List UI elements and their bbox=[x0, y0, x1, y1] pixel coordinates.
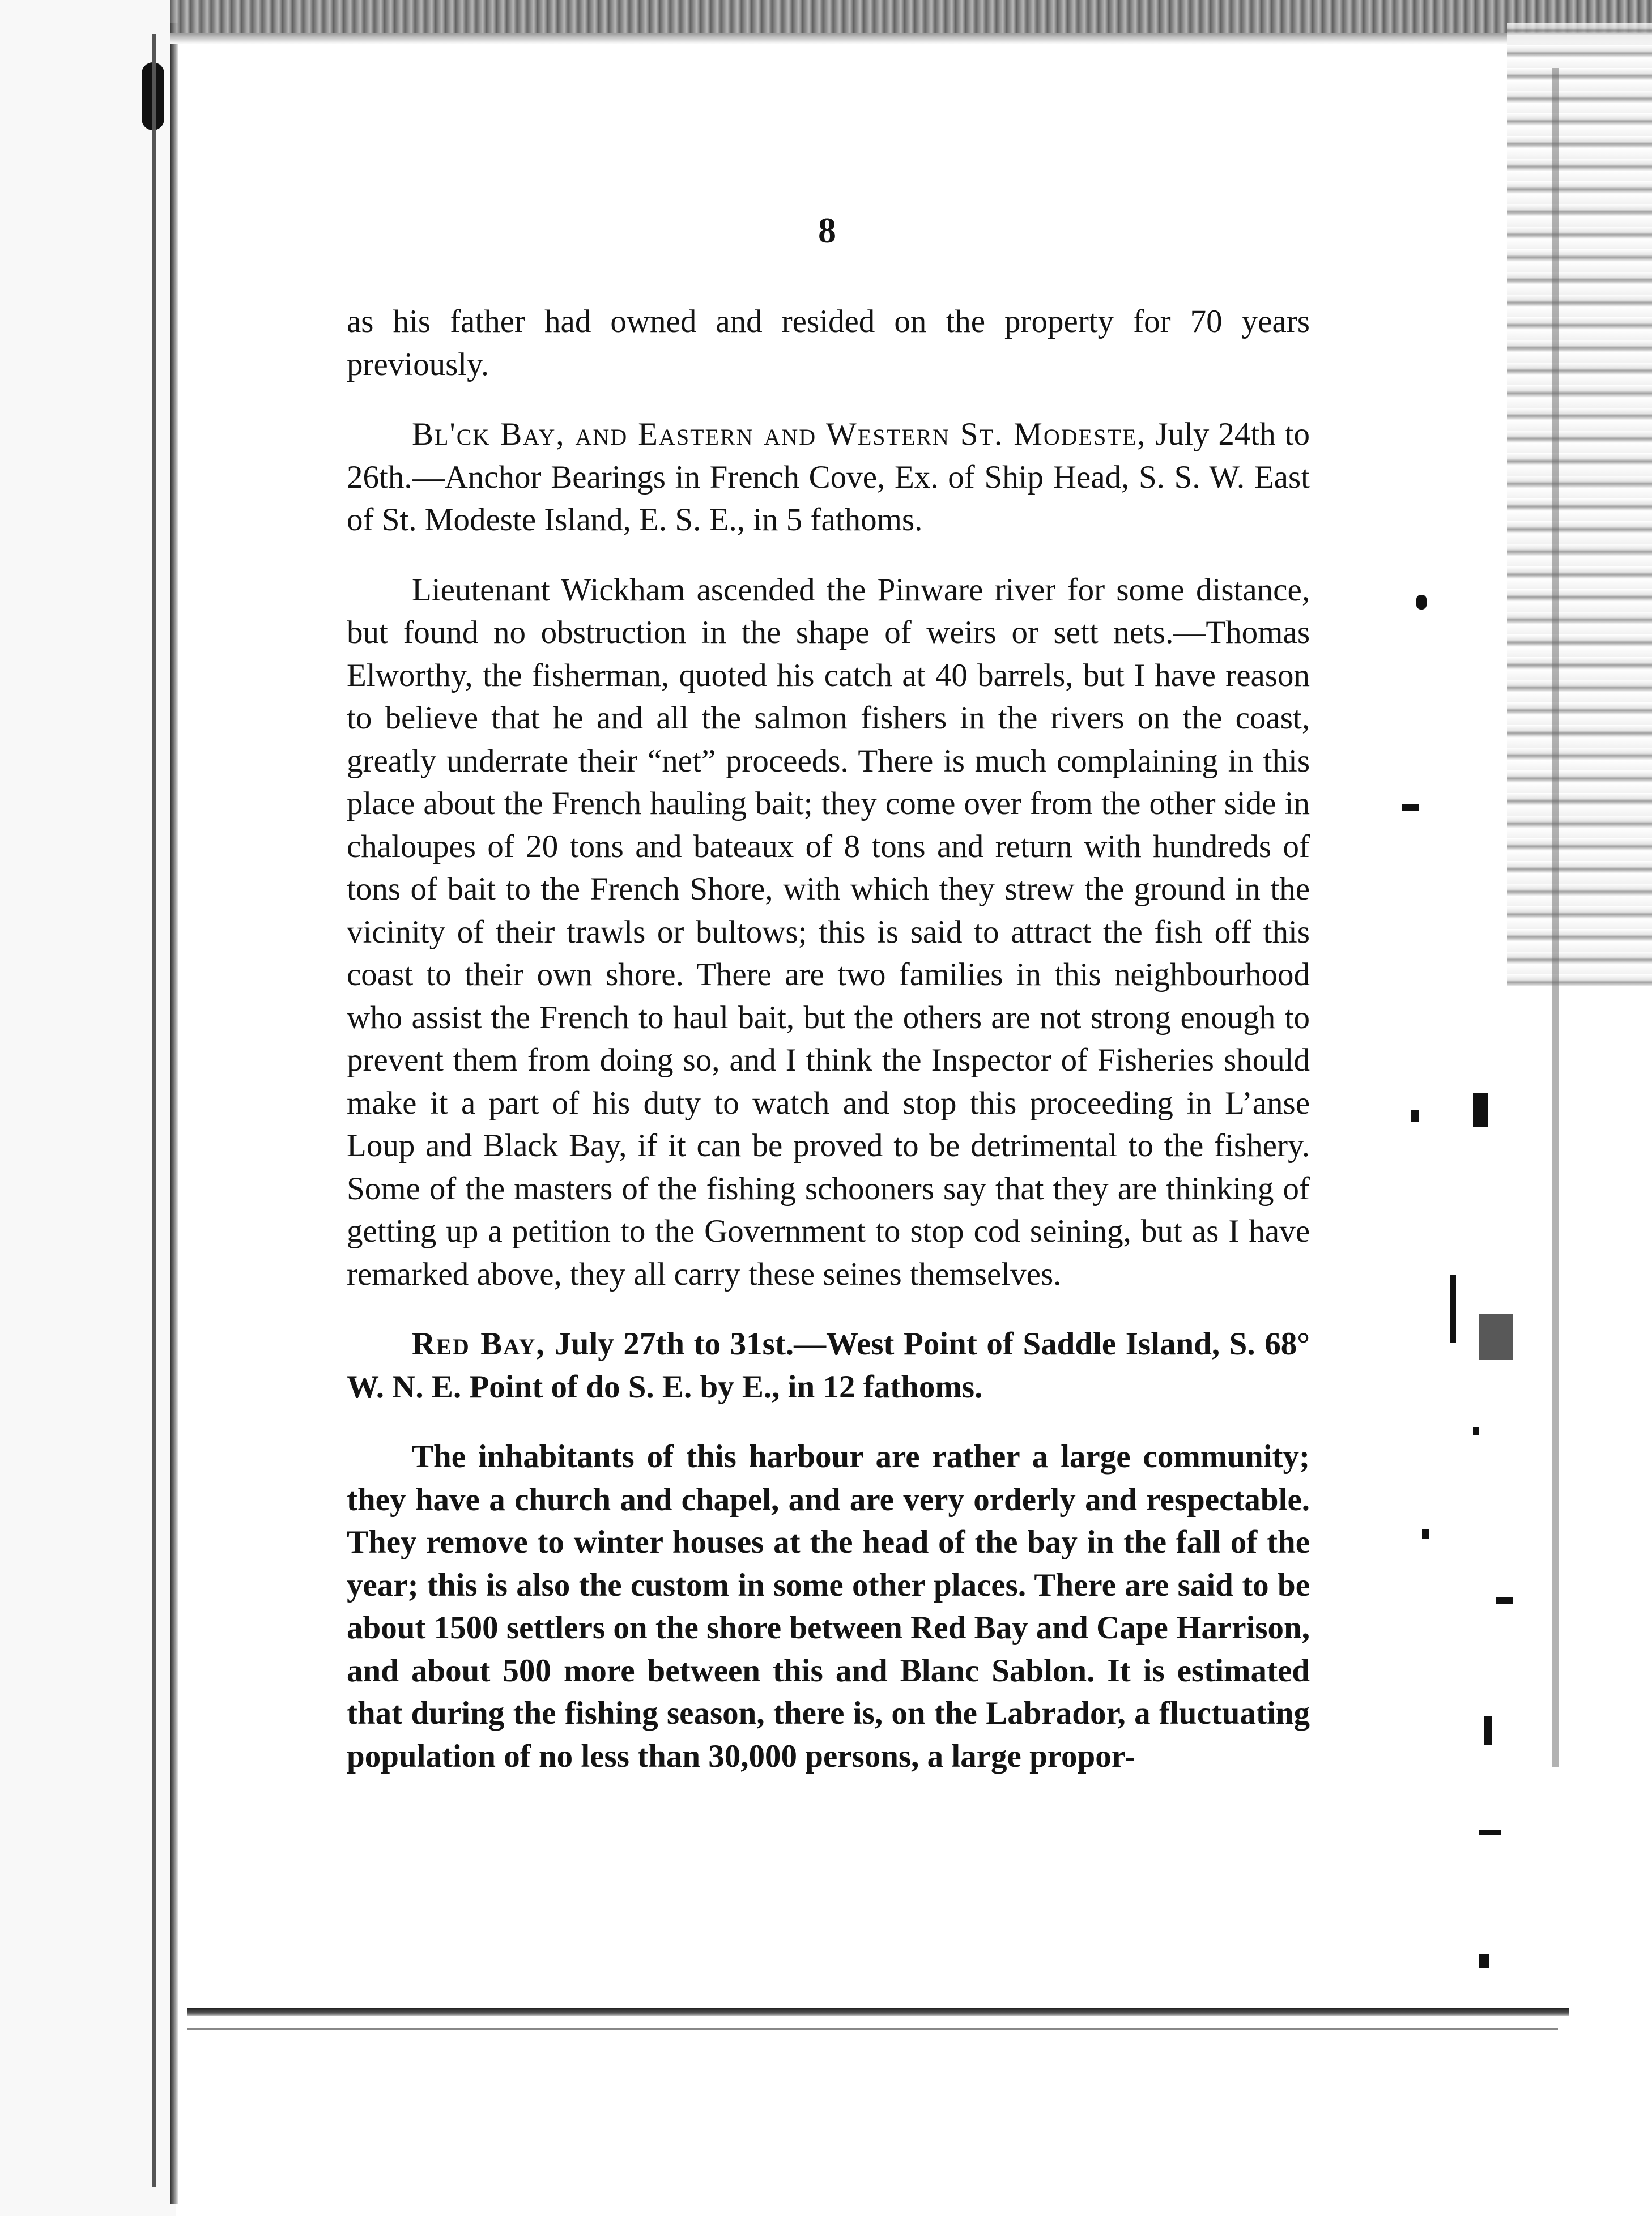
scan-speck bbox=[1479, 1954, 1489, 1968]
right-edge-line bbox=[1552, 68, 1559, 1767]
section-heading: Bl'ck Bay, and Eastern and Western St. Modeste, bbox=[412, 416, 1147, 452]
page-gutter-line bbox=[152, 34, 156, 2187]
scan-speck bbox=[1479, 1314, 1513, 1360]
scan-speck bbox=[1416, 595, 1427, 610]
paragraph-text: July 24th to 26th.—Anchor Bearings in French Cove, Ex. of Ship Head, S. S. W. East of St. Modeste Island, E. S. E., in 5 fathoms. bbox=[347, 416, 1310, 538]
scan-speck bbox=[1473, 1427, 1479, 1435]
paragraph-text: July 27th to 31st.—West Point of Saddle Island, S. 68° W. N. E. Point of do S. E. by E., in 12 fathoms. bbox=[347, 1326, 1310, 1405]
page-body bbox=[347, 300, 1310, 1778]
page-number: 8 bbox=[818, 210, 836, 250]
paragraph bbox=[347, 413, 1310, 542]
paragraph-text: The inhabitants of this harbour are rather a large community; they have a church and chapel, and are very orderly and respectable. They remove to winter houses at the head of the bay in the fall of the year; this is also the custom in some other places. There are said to be about 1500 settlers on the shore between Red Bay and Cape Harrison, and about 500 more between this and Blanc Sablon. It is estimated that during the fishing season, there is, on the Labrador, a fluctuating population of no less than 30,000 persons, a large propor- bbox=[347, 1439, 1310, 1774]
paragraph-text: Lieutenant Wickham ascended the Pinware river for some distance, but found no obstruction in the shape of weirs or sett nets.—Thomas Elworthy, the fisherman, quoted his catch at 40 barrels, but I have reason to believe that he and all the salmon fishers in the rivers on the coast, greatly underrate their “net” proceeds. There is much complaining in this place about the French hauling bait; they come over from the other side in chaloupes of 20 tons and bateaux of 8 tons and return with hundreds of tons of bait to the French Shore, with which they strew the ground in the vicinity of their trawls or bultows; this is said to attract the fish off this coast to their own shore. There are two families in this neighbourhood who assist the French to haul bait, but the others are not strong enough to prevent them from doing so, and I think the Inspector of Fisheries should make it a part of his duty to watch and stop this proceeding in L’anse Loup and Black Bay, if it can be proved to be detrimental to the fishery. Some of the masters of the fishing schooners say that they are thinking of getting up a petition to the Government to stop cod seining, but as I have remarked above, they all carry these seines themselves. bbox=[347, 572, 1310, 1292]
scan-speck bbox=[1411, 1110, 1419, 1122]
paragraph bbox=[347, 1435, 1310, 1778]
top-edge-shadow bbox=[170, 33, 1652, 44]
scan-speck bbox=[1422, 1529, 1429, 1539]
scan-speck bbox=[1402, 804, 1419, 811]
bottom-edge-line bbox=[187, 2028, 1558, 2030]
paragraph-text: as his father had owned and resided on the property for 70 years previously. bbox=[347, 304, 1310, 382]
scan-speck bbox=[1484, 1716, 1492, 1745]
scan-speck bbox=[1479, 1830, 1501, 1835]
scan-speck bbox=[1450, 1275, 1456, 1343]
facing-page-edge bbox=[0, 0, 176, 2216]
scan-speck bbox=[1496, 1597, 1513, 1604]
scan-speck bbox=[1473, 1093, 1488, 1127]
section-heading: Red Bay, bbox=[412, 1326, 546, 1362]
page-binding-shadow bbox=[170, 23, 178, 2204]
right-torn-edge bbox=[1507, 23, 1652, 986]
top-page-edge bbox=[170, 0, 1652, 34]
paragraph bbox=[347, 569, 1310, 1296]
paragraph bbox=[347, 1323, 1310, 1408]
bottom-page-edge bbox=[187, 2008, 1569, 2016]
paragraph bbox=[347, 300, 1310, 386]
